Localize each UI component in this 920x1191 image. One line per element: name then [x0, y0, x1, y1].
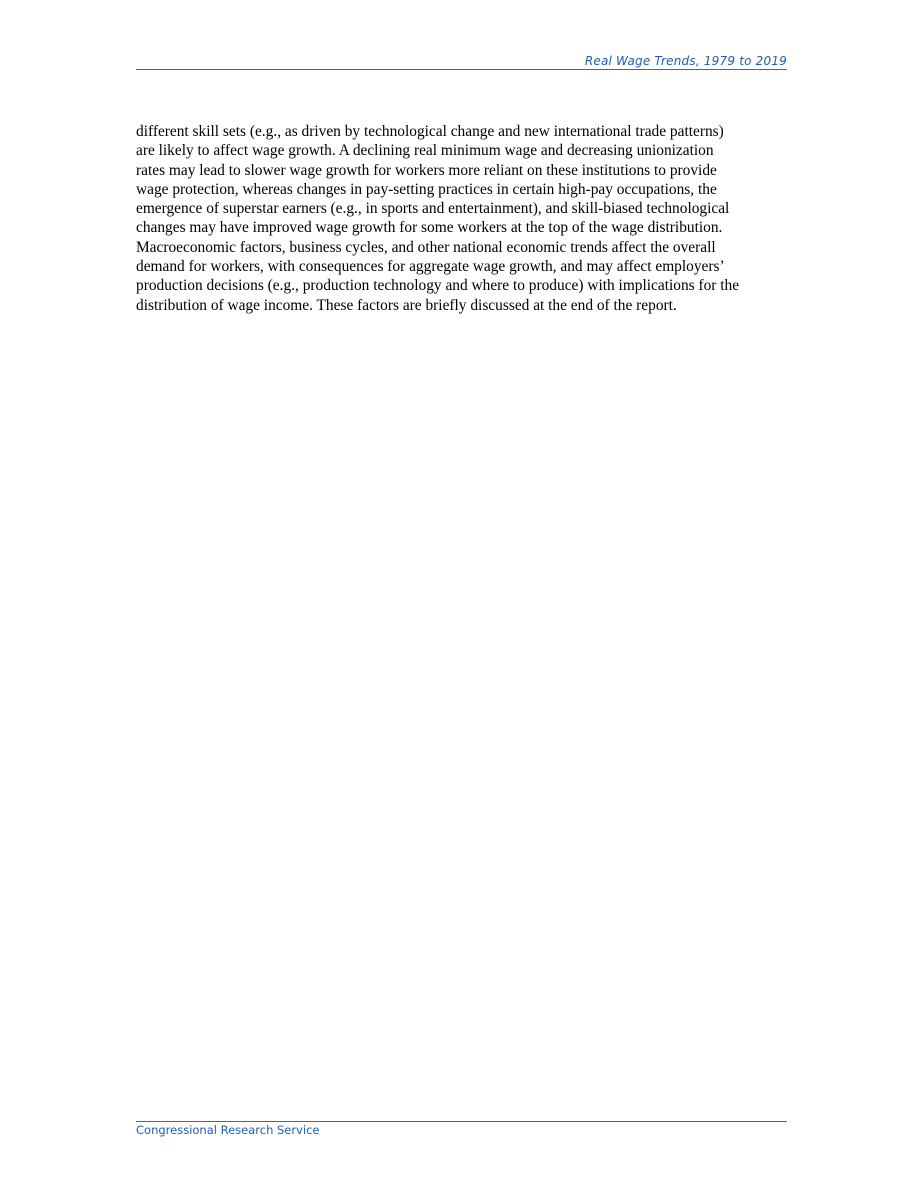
paragraph-line-6: changes may have improved wage growth for some workers at the top of the wage distribution.	[136, 219, 723, 237]
footer-divider	[136, 1121, 787, 1122]
paragraph-line-3: rates may lead to slower wage growth for workers more reliant on these institutions to provide	[136, 161, 717, 179]
paragraph-line-1: different skill sets (e.g., as driven by technological change and new international trade patterns)	[136, 123, 724, 140]
paragraph-line-2: are likely to affect wage growth. A declining real minimum wage and decreasing unionization	[136, 142, 714, 160]
header-divider	[136, 69, 787, 70]
paragraph-line-5: emergence of superstar earners (e.g., in sports and entertainment), and skill-biased technological	[136, 200, 730, 218]
paragraph-line-10: distribution of wage income. These factors are briefly discussed at the end of the report.	[136, 296, 677, 314]
footer-organization: Congressional Research Service	[136, 1123, 320, 1137]
paragraph-line-9: production decisions (e.g., production technology and where to produce) with implications for the	[136, 277, 740, 295]
body-paragraph	[136, 122, 791, 315]
paragraph-line-7: Macroeconomic factors, business cycles, and other national economic trends affect the overall	[136, 238, 716, 256]
running-header-title: Real Wage Trends, 1979 to 2019	[584, 54, 787, 68]
paragraph-line-4: wage protection, whereas changes in pay-setting practices in certain high-pay occupations, the	[136, 180, 717, 198]
paragraph-line-8: demand for workers, with consequences for aggregate wage growth, and may affect employers’	[136, 258, 725, 276]
